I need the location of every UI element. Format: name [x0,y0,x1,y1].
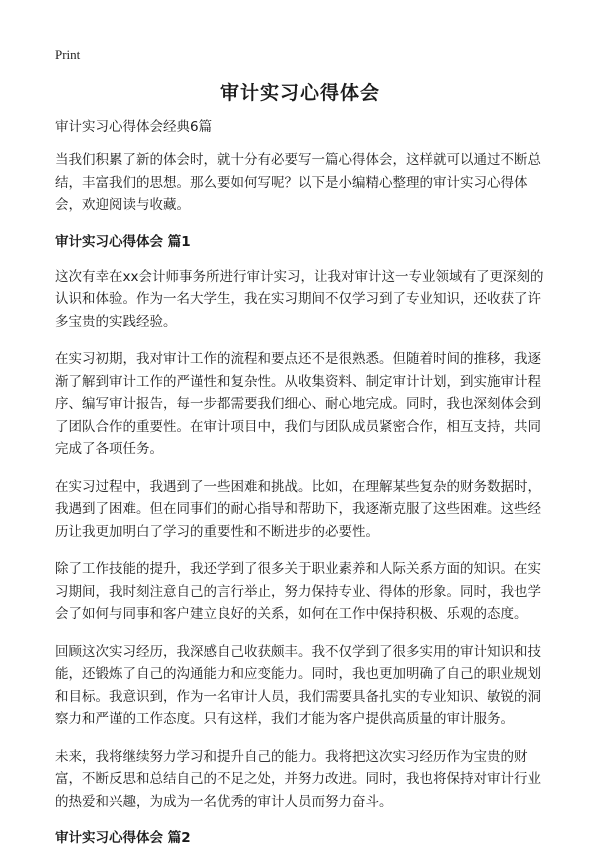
section-heading-1: 审计实习心得体会 篇1 [55,233,191,250]
section-heading-2: 审计实习心得体会 篇2 [55,830,191,846]
page-title: 审计实习心得体会 [219,82,380,104]
document-subtitle: 审计实习心得体会经典6篇 [55,119,213,135]
paragraph: 回顾这次实习经历，我深感自己收获颇丰。我不仅学到了很多实用的审计知识和技能，还锻炼了自己的沟通能力和应变能力。同时，我也更加明确了自己的职业规划和目标。我意识到，作为一名审计人员，我们需要具备扎实的专业知识、敏锐的洞察力和严谨的工作态度。只有这样，我们才能为客户提供高质量的审计服务。 [55,643,541,727]
intro-paragraph: 当我们积累了新的体会时，就十分有必要写一篇心得体会，这样就可以通过不断总结，丰富我们的思想。那么要如何写呢？以下是小编精心整理的审计实习心得体会，欢迎阅读与收藏。 [55,152,541,213]
paragraph: 在实习初期，我对审计工作的流程和要点还不是很熟悉。但随着时间的推移，我逐渐了解到审计工作的严谨性和复杂性。从收集资料、制定审计计划，到实施审计程序、编写审计报告，每一步都需要我们细心、耐心地完成。同时，我也深刻体会到了团队合作的重要性。在审计项目中，我们与团队成员紧密合作，相互支持，共同完成了各项任务。 [55,351,541,457]
document-body [55,118,547,862]
paragraph: 在实习过程中，我遇到了一些困难和挑战。比如，在理解某些复杂的财务数据时，我遇到了困难。但在同事们的耐心指导和帮助下，我逐渐克服了这些困难。这些经历让我更加明白了学习的重要性和不断进步的必要性。 [55,478,541,540]
paragraph: 除了工作技能的提升，我还学到了很多关于职业素养和人际关系方面的知识。在实习期间，我时刻注意自己的言行举止，努力保持专业、得体的形象。同时，我也学会了如何与同事和客户建立良好的关系，如何在工作中保持积极、乐观的态度。 [55,561,541,622]
paragraph: 未来，我将继续努力学习和提升自己的能力。我将把这次实习经历作为宝贵的财富，不断反思和总结自己的不足之处，并努力改进。同时，我也将保持对审计行业的热爱和兴趣，为成为一名优秀的审计人员而努力奋斗。 [55,748,541,810]
print-link[interactable]: Print [55,47,81,62]
paragraph: 这次有幸在xx会计师事务所进行审计实习，让我对审计这一专业领域有了更深刻的认识和体验。作为一名大学生，我在实习期间不仅学习到了专业知识，还收获了许多宝贵的实践经验。 [55,268,544,330]
